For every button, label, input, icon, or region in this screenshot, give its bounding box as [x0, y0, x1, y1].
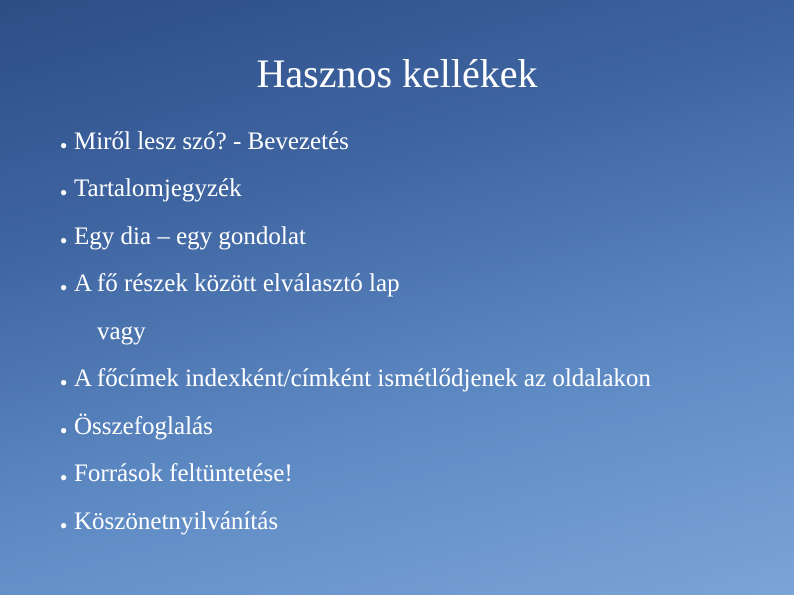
list-item-text: A fő részek között elválasztó lap	[74, 270, 400, 298]
bullet-icon: ●	[60, 280, 68, 295]
bullet-icon: ●	[60, 375, 68, 390]
bullet-list	[60, 118, 651, 546]
list-item	[60, 166, 651, 214]
list-item-text: Köszönetnyilvánítás	[74, 507, 279, 535]
bullet-icon: ●	[60, 137, 68, 152]
list-item	[60, 261, 651, 309]
list-item	[60, 451, 651, 499]
bullet-icon: ●	[60, 470, 68, 485]
list-item-continuation	[60, 308, 651, 356]
list-item-text: Összefoglalás	[74, 412, 213, 440]
list-item-text: Tartalomjegyzék	[74, 175, 242, 203]
list-item	[60, 118, 651, 166]
list-item	[60, 213, 651, 261]
list-item	[60, 498, 651, 546]
list-item-text: Egy dia – egy gondolat	[74, 222, 306, 250]
list-item-text: Források feltüntetése!	[74, 460, 293, 488]
list-item-text: Miről lesz szó? - Bevezetés	[74, 127, 349, 155]
bullet-icon: ●	[60, 232, 68, 247]
slide-title: Hasznos kellékek	[256, 51, 538, 96]
list-item	[60, 403, 651, 451]
list-item-text: A főcímek indexként/címként ismétlődjenek az oldalakon	[74, 365, 651, 393]
bullet-icon: ●	[60, 422, 68, 437]
bullet-icon: ●	[60, 517, 68, 532]
list-item-text: vagy	[97, 317, 146, 345]
bullet-icon: ●	[60, 185, 68, 200]
list-item	[60, 356, 651, 404]
